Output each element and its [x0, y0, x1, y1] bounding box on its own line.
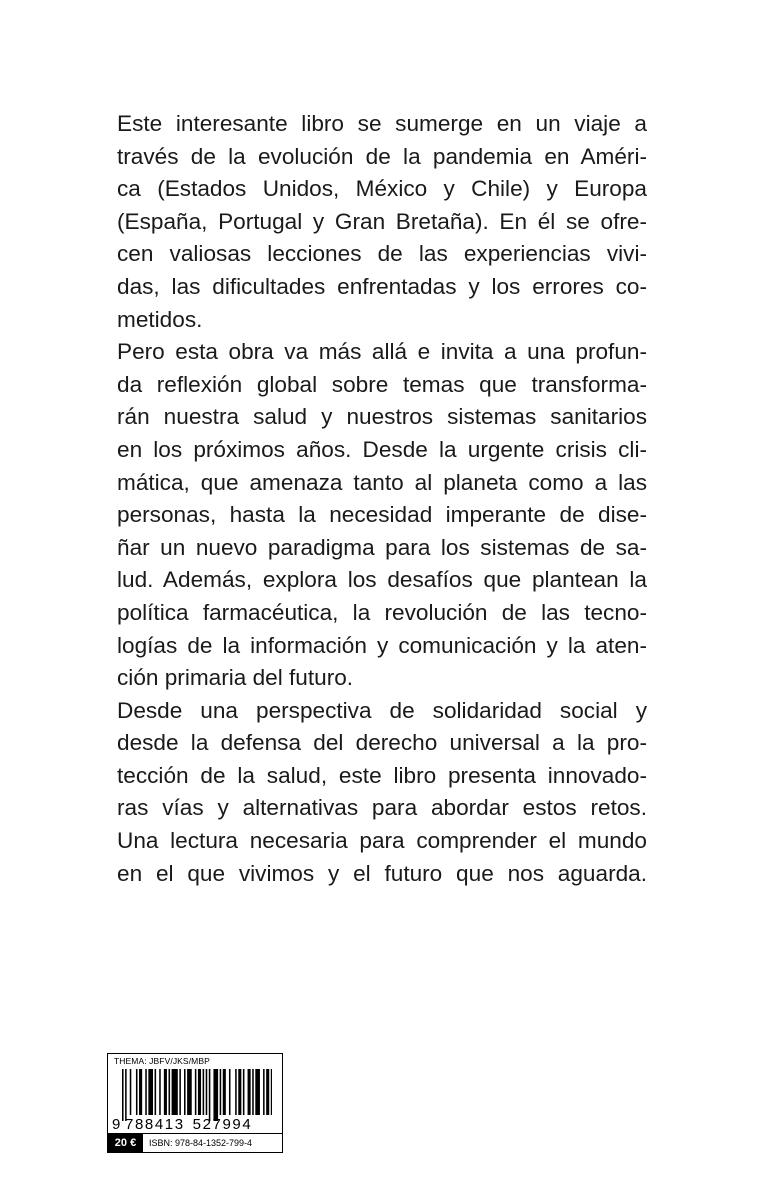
- barcode-bar: [184, 1069, 186, 1115]
- blurb-line: ñar un nuevo paradigma para los sistemas de sa-: [117, 534, 647, 560]
- barcode-bar: [203, 1069, 205, 1115]
- barcode-bar: [155, 1069, 157, 1115]
- barcode-bar: [159, 1069, 161, 1115]
- barcode-bar: [164, 1069, 167, 1115]
- blurb-line: en los próximos años. Desde la urgente crisis cli-: [117, 436, 647, 462]
- blurb-line: rán nuestra salud y nuestros sistemas sanitarios: [117, 404, 647, 430]
- barcode-bar: [136, 1069, 138, 1115]
- barcode-bar: [255, 1069, 260, 1115]
- blurb-line: en el que vivimos y el futuro que nos aguarda.: [117, 860, 647, 886]
- barcode-bar: [206, 1069, 208, 1115]
- barcode-bar: [195, 1069, 197, 1115]
- barcode-digit-first: 9: [112, 1116, 121, 1133]
- blurb-line: través de la evolución de la pandemia en Améri-: [117, 143, 647, 169]
- blurb-line: Una lectura necesaria para comprender el mundo: [117, 828, 647, 854]
- blurb-line: lud. Además, explora los desafíos que plantean la: [117, 567, 647, 593]
- back-cover-blurb: [117, 108, 647, 890]
- barcode-bar: [198, 1069, 201, 1115]
- price-label: 20 €: [108, 1134, 143, 1153]
- barcode-bar: [209, 1069, 211, 1121]
- barcode-bar: [220, 1069, 222, 1115]
- price-isbn-row: [108, 1133, 282, 1153]
- barcode-bar: [266, 1069, 269, 1115]
- blurb-line: tección de la salud, este libro presenta innovado-: [117, 762, 647, 788]
- barcode-bar: [235, 1069, 237, 1115]
- barcode-bar: [172, 1069, 178, 1115]
- barcode-bar: [248, 1069, 251, 1115]
- barcode-bar: [169, 1069, 171, 1115]
- blurb-line: personas, hasta la necesidad imperante de dise-: [117, 502, 647, 528]
- barcode-bar: [125, 1069, 127, 1121]
- blurb-line: ción primaria del futuro.: [117, 665, 354, 691]
- blurb-line: ca (Estados Unidos, México y Chile) y Europa: [117, 176, 647, 202]
- blurb-line: (España, Portugal y Gran Bretaña). En él se ofre-: [117, 208, 647, 234]
- blurb-line: política farmacéutica, la revolución de las tecno-: [117, 599, 647, 625]
- blurb-line: mática, que amenaza tanto al planeta como a las: [117, 469, 647, 495]
- barcode-digits: [112, 1116, 280, 1133]
- barcode-bar: [263, 1069, 265, 1115]
- barcode-bar: [243, 1069, 245, 1115]
- blurb-line: Este interesante libro se sumerge en un viaje a: [117, 111, 647, 136]
- barcode-bar: [223, 1069, 226, 1115]
- barcode-bar: [139, 1069, 142, 1115]
- thema-code: THEMA: JBFV/JKS/MBP: [114, 1056, 210, 1066]
- blurb-line: das, las dificultades enfrentadas y los errores co-: [117, 273, 647, 299]
- barcode-digit-group-right: 527994: [192, 1116, 253, 1133]
- barcode-bar: [148, 1069, 153, 1115]
- barcode-bar: [145, 1069, 147, 1115]
- blurb-line: desde la defensa del derecho universal a la pro-: [117, 730, 647, 756]
- blurb-line: ras vías y alternativas para abordar estos retos.: [117, 795, 647, 821]
- blurb-line: logías de la información y comunicación y la aten-: [117, 632, 647, 658]
- barcode-graphic: [122, 1069, 272, 1121]
- blurb-line: metidos.: [117, 306, 203, 332]
- barcode-bar: [271, 1069, 272, 1115]
- blurb-line: da reflexión global sobre temas que transforma-: [117, 371, 647, 397]
- barcode-bar: [130, 1069, 132, 1115]
- barcode-bar: [213, 1069, 218, 1121]
- barcode-bar: [229, 1069, 231, 1115]
- barcode-bar: [122, 1069, 124, 1121]
- barcode-bar: [252, 1069, 254, 1115]
- barcode-digit-group-left: 788413: [125, 1116, 185, 1133]
- blurb-line: cen valiosas lecciones de las experiencias vivi-: [117, 241, 647, 267]
- isbn-barcode-block: [107, 1053, 283, 1153]
- barcode-bar: [187, 1069, 192, 1115]
- barcode-bar: [179, 1069, 181, 1115]
- isbn-number: ISBN: 978-84-1352-799-4: [149, 1138, 253, 1148]
- blurb-line: Desde una perspectiva de solidaridad social y: [117, 697, 647, 723]
- blurb-line: Pero esta obra va más allá e invita a una profun-: [117, 339, 647, 365]
- barcode-bar: [238, 1069, 241, 1115]
